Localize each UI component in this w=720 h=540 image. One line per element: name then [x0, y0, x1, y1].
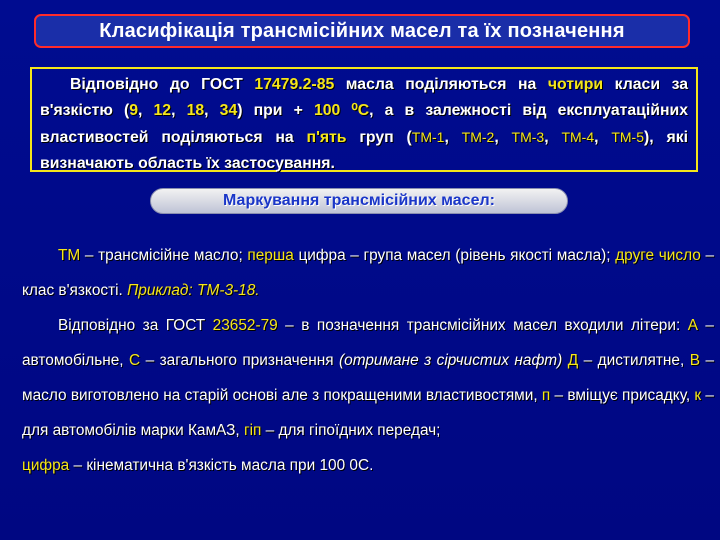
- body-text: – кінематична в'язкість масла при 100 0С.: [69, 457, 374, 474]
- group-code: ТМ-4: [561, 129, 595, 145]
- classification-intro-box: [30, 67, 698, 172]
- separator: ,: [171, 102, 187, 119]
- body-text: – дистилятне,: [578, 352, 690, 369]
- gost-number: 17479.2-85: [254, 76, 335, 93]
- body-text: – в позначення трансмісійних масел входили літери:: [277, 317, 688, 334]
- intro-text: груп (: [346, 129, 412, 146]
- body-text: – для автомобілів марки КамАЗ,: [22, 387, 714, 439]
- note-text: (отримане з сірчистих нафт): [339, 352, 563, 369]
- term-digit: цифра: [22, 457, 70, 474]
- body-text: – загального призначення: [140, 352, 340, 369]
- temperature: 100 ⁰С: [313, 102, 370, 119]
- section-heading: Маркування трансмісійних масел:: [223, 192, 495, 209]
- body-text: – трансмісійне масло;: [80, 247, 248, 264]
- page-title: Класифікація трансмісійних масел та їх позначення: [99, 19, 625, 42]
- marking-paragraph: [22, 238, 714, 308]
- term-first: перша: [247, 247, 294, 264]
- letter-code: к: [694, 387, 702, 404]
- body-text: – клас в'язкості.: [22, 247, 715, 299]
- letter-code: С: [129, 352, 141, 369]
- intro-text: класи за в'язкістю (: [40, 76, 689, 119]
- separator: ,: [444, 129, 462, 146]
- gost-paragraph: [22, 308, 714, 448]
- group-count: п'ять: [306, 129, 347, 146]
- viscosity-class: 12: [153, 102, 172, 119]
- letter-code: Д: [567, 352, 579, 369]
- intro-text: масла поділяються на: [334, 76, 548, 93]
- gost-number: 23652-79: [212, 317, 278, 334]
- example-text: Приклад: ТМ-3-18.: [127, 282, 260, 299]
- intro-paragraph: [40, 72, 688, 177]
- title-box: [34, 14, 690, 48]
- body-text: – масло виготовлено на старій основі але з покращеними властивостями,: [22, 352, 714, 404]
- body-text: Відповідно за ГОСТ: [58, 317, 213, 334]
- marking-description: [22, 238, 714, 483]
- digit-paragraph: [22, 448, 714, 483]
- letter-code: В: [689, 352, 700, 369]
- body-text: – для гіпоїдних передач;: [261, 422, 441, 439]
- separator: ,: [594, 129, 612, 146]
- viscosity-class: 9: [129, 102, 139, 119]
- group-code: ТМ-3: [511, 129, 545, 145]
- body-text: цифра – група масел (рівень якості масла);: [293, 247, 616, 264]
- term-second: друге число: [615, 247, 701, 264]
- section-heading-pill: [150, 188, 568, 214]
- separator: ,: [494, 129, 512, 146]
- viscosity-class: 18: [186, 102, 205, 119]
- letter-code: А: [687, 317, 698, 334]
- letter-code: п: [541, 387, 551, 404]
- body-text: – автомобільне,: [22, 317, 714, 369]
- body-text: – вміщує присадку,: [550, 387, 695, 404]
- separator: ,: [544, 129, 562, 146]
- separator: ,: [204, 102, 220, 119]
- separator: ,: [138, 102, 154, 119]
- intro-text: , а в залежності від експлуатаційних властивостей поділяються на: [40, 102, 688, 146]
- class-count: чотири: [547, 76, 604, 93]
- intro-text: Відповідно до ГОСТ: [70, 76, 255, 93]
- group-code: ТМ-1: [411, 129, 445, 145]
- intro-text: ) при +: [237, 102, 314, 119]
- group-code: ТМ-5: [611, 129, 644, 145]
- group-code: ТМ-2: [461, 129, 495, 145]
- intro-text: ), які визначають область їх застосування.: [40, 129, 688, 172]
- letter-code: гіп: [243, 422, 262, 439]
- viscosity-class: 34: [219, 102, 238, 119]
- term-tm: ТМ: [58, 247, 81, 264]
